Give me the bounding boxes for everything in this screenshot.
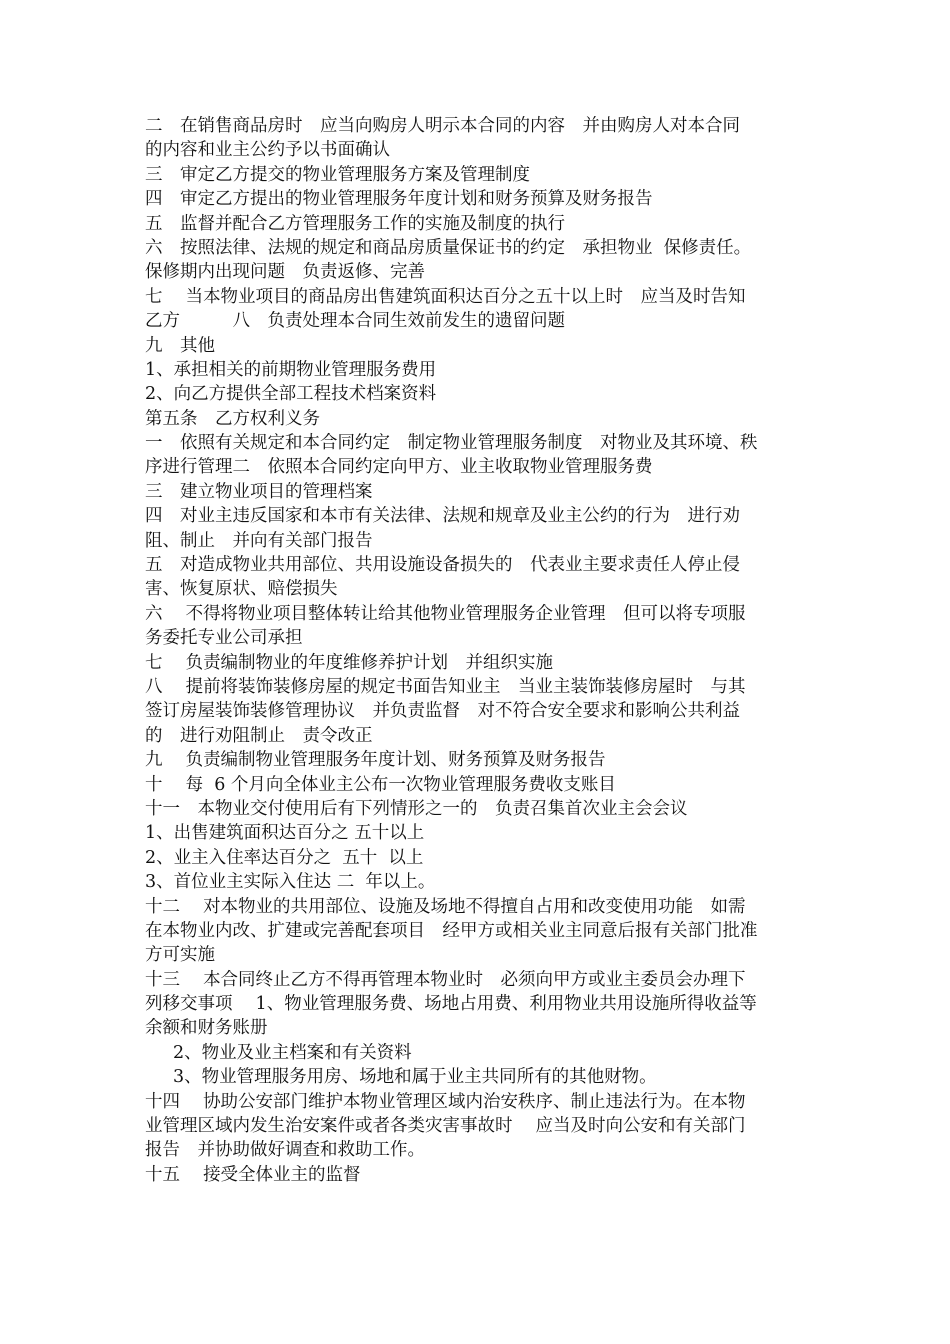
text-line: 九 负责编制物业管理服务年度计划、财务预算及财务报告 (145, 750, 606, 771)
text-line: 务委托专业公司承担 (145, 628, 303, 649)
text-line: 方可实施 (145, 945, 215, 966)
text-line: 2、物业及业主档案和有关资料 (173, 1042, 412, 1063)
text-line: 报告 并协助做好调查和救助工作。 (145, 1140, 425, 1161)
text-line: 三 建立物业项目的管理档案 (145, 481, 373, 502)
text-line: 在本物业内改、扩建或完善配套项目 经甲方或相关业主同意后报有关部门批准 (145, 920, 758, 941)
text-line: 六 按照法律、法规的规定和商品房质量保证书的约定 承担物业 保修责任。 (145, 237, 752, 258)
text-line: 三 审定乙方提交的物业管理服务方案及管理制度 (145, 164, 530, 185)
text-line: 业管理区域内发生治安案件或者各类灾害事故时 应当及时向公安和有关部门 (145, 1116, 746, 1137)
text-line: 十一 本物业交付使用后有下列情形之一的 负责召集首次业主会会议 (145, 798, 688, 819)
text-line: 乙方 八 负责处理本合同生效前发生的遗留问题 (145, 311, 565, 332)
text-line: 四 对业主违反国家和本市有关法律、法规和规章及业主公约的行为 进行劝 (145, 506, 740, 527)
text-line: 十四 协助公安部门维护本物业管理区域内治安秩序、制止违法行为。在本物 (145, 1091, 746, 1112)
text-line: 列移交事项 1、物业管理服务费、场地占用费、利用物业共用设施所得收益等 (145, 994, 757, 1015)
text-line: 一 依照有关规定和本合同约定 制定物业管理服务制度 对物业及其环境、秩 (145, 433, 758, 454)
text-line: 3、首位业主实际入住达 二 年以上。 (145, 872, 436, 893)
text-line: 七 负责编制物业的年度维修养护计划 并组织实施 (145, 652, 554, 673)
text-line: 二 在销售商品房时 应当向购房人明示本合同的内容 并由购房人对本合同 (145, 116, 740, 136)
text-line: 害、恢复原状、赔偿损失 (145, 579, 338, 600)
text-line: 十三 本合同终止乙方不得再管理本物业时 必须向甲方或业主委员会办理下 (145, 969, 746, 990)
text-line: 十五 接受全体业主的监督 (145, 1164, 361, 1185)
section-heading: 第五条 乙方权利义务 (145, 408, 320, 429)
text-line: 九 其他 (145, 335, 215, 356)
text-line: 的 进行劝阻制止 责令改正 (145, 725, 373, 746)
text-line: 3、物业管理服务用房、场地和属于业主共同所有的其他财物。 (173, 1067, 657, 1088)
text-line: 六 不得将物业项目整体转让给其他物业管理服务企业管理 但可以将专项服 (145, 603, 746, 624)
text-line: 五 监督并配合乙方管理服务工作的实施及制度的执行 (145, 213, 565, 234)
text-line: 七 当本物业项目的商品房出售建筑面积达百分之五十以上时 应当及时告知 (145, 286, 746, 307)
text-line: 1、承担相关的前期物业管理服务费用 (145, 359, 437, 380)
text-line: 2、业主入住率达百分之 五十 以上 (145, 847, 424, 868)
text-line: 八 提前将装饰装修房屋的规定书面告知业主 当业主装饰装修房屋时 与其 (145, 676, 746, 697)
text-line: 五 对造成物业共用部位、共用设施设备损失的 代表业主要求责任人停止侵 (145, 555, 740, 576)
text-line: 的内容和业主公约予以书面确认 (145, 140, 390, 161)
text-line: 1、出售建筑面积达百分之 五十以上 (145, 823, 425, 844)
text-line: 序进行管理二 依照本合同约定向甲方、业主收取物业管理服务费 (145, 457, 653, 478)
text-line: 十二 对本物业的共用部位、设施及场地不得擅自占用和改变使用功能 如需 (145, 896, 746, 917)
text-line: 四 审定乙方提出的物业管理服务年度计划和财务预算及财务报告 (145, 189, 653, 210)
text-line: 余额和财务账册 (145, 1018, 268, 1039)
text-line: 十 每 6 个月向全体业主公布一次物业管理服务费收支账目 (145, 774, 616, 795)
text-line: 阻、制止 并向有关部门报告 (145, 530, 373, 551)
text-line: 保修期内出现问题 负责返修、完善 (145, 262, 425, 283)
text-line: 2、向乙方提供全部工程技术档案资料 (145, 384, 437, 405)
document-body (145, 114, 810, 1187)
text-line: 签订房屋装饰装修管理协议 并负责监督 对不符合安全要求和影响公共利益 (145, 701, 740, 722)
